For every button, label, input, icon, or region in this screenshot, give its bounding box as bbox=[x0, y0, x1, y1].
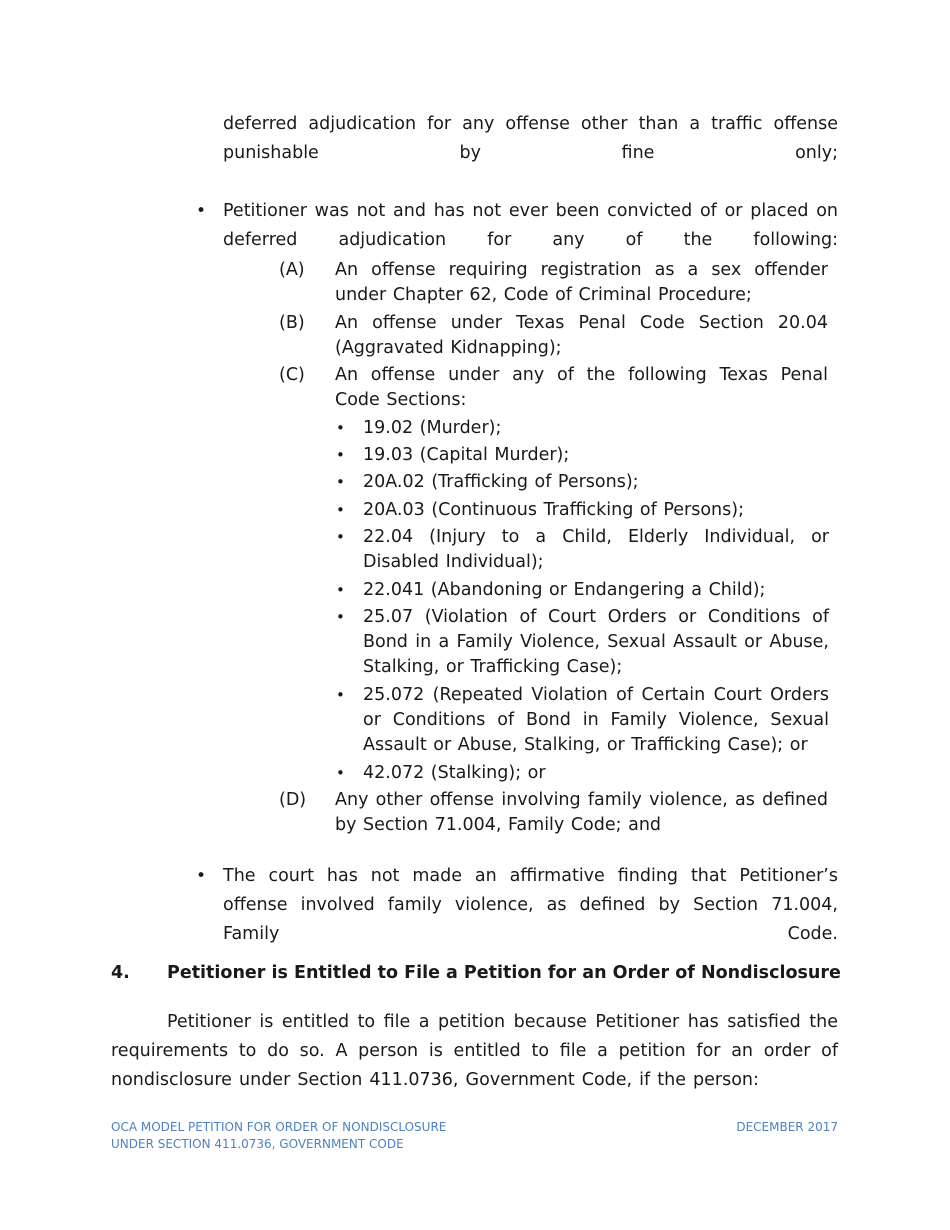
list-item: 25.07 (Violation of Court Orders or Conditions of Bond in a Family Violence, Sexual Assault or Abuse, Stalking, or Trafficking Case); bbox=[363, 607, 829, 677]
sub-item-text-b: An offense under Texas Penal Code Section 20.04 (Aggravated Kidnapping); bbox=[335, 313, 828, 358]
bullet-marker: • bbox=[196, 201, 207, 221]
list-item: 20A.03 (Continuous Trafficking of Persons); bbox=[363, 500, 744, 520]
sub-item-letter-d: (D) bbox=[279, 790, 307, 810]
list-item: 20A.02 (Trafficking of Persons); bbox=[363, 472, 639, 492]
continued-paragraph: deferred adjudication for any offense other than a traffic offense punishable by fine only; bbox=[223, 114, 838, 163]
list-bullet-icon: • bbox=[336, 473, 345, 491]
sub-item-text-a: An offense requiring registration as a sex offender under Chapter 62, Code of Criminal Procedure; bbox=[335, 260, 828, 305]
list-item: 25.072 (Repeated Violation of Certain Court Orders or Conditions of Bond in Family Violence, Sexual Assault or Abuse, Stalking, or Trafficking Case); or bbox=[363, 685, 829, 755]
list-item: 42.072 (Stalking); or bbox=[363, 763, 546, 783]
list-bullet-icon: • bbox=[336, 446, 345, 464]
section-number: 4. bbox=[111, 963, 130, 983]
list-bullet-icon: • bbox=[336, 764, 345, 782]
sub-item-text-d: Any other offense involving family violence, as defined by Section 71.004, Family Code; and bbox=[335, 790, 828, 835]
body-paragraph: Petitioner is entitled to file a petition because Petitioner has satisfied the requirements to do so. A person is entitled to file a petition for an order of nondisclosure under Section 411.0736, Government Code, if the person: bbox=[111, 1012, 838, 1090]
section-title: Petitioner is Entitled to File a Petition for an Order of Nondisclosure bbox=[167, 963, 841, 983]
list-bullet-icon: • bbox=[336, 581, 345, 599]
list-item: 19.02 (Murder); bbox=[363, 418, 502, 438]
list-item: 19.03 (Capital Murder); bbox=[363, 445, 570, 465]
list-item: 22.041 (Abandoning or Endangering a Child); bbox=[363, 580, 766, 600]
sub-item-letter-c: (C) bbox=[279, 365, 305, 385]
list-bullet-icon: • bbox=[336, 608, 345, 626]
bullet-text-not-convicted: Petitioner was not and has not ever been convicted of or placed on deferred adjudication for any of the following: bbox=[223, 201, 838, 250]
list-item: 22.04 (Injury to a Child, Elderly Individual, or Disabled Individual); bbox=[363, 527, 829, 572]
footer-title-line2: UNDER SECTION 411.0736, GOVERNMENT CODE bbox=[111, 1137, 404, 1151]
footer-title-line1: OCA MODEL PETITION FOR ORDER OF NONDISCLOSURE bbox=[111, 1120, 447, 1134]
list-bullet-icon: • bbox=[336, 686, 345, 704]
sub-item-letter-b: (B) bbox=[279, 313, 305, 333]
bullet-text-no-family-violence-finding: The court has not made an affirmative finding that Petitioner’s offense involved family violence, as defined by Section 71.004, Family Code. bbox=[223, 866, 838, 944]
sub-item-letter-a: (A) bbox=[279, 260, 305, 280]
bullet-marker: • bbox=[196, 866, 207, 886]
list-bullet-icon: • bbox=[336, 528, 345, 546]
footer-date: DECEMBER 2017 bbox=[736, 1120, 838, 1134]
list-bullet-icon: • bbox=[336, 419, 345, 437]
sub-item-text-c: An offense under any of the following Texas Penal Code Sections: bbox=[335, 365, 828, 410]
list-bullet-icon: • bbox=[336, 501, 345, 519]
